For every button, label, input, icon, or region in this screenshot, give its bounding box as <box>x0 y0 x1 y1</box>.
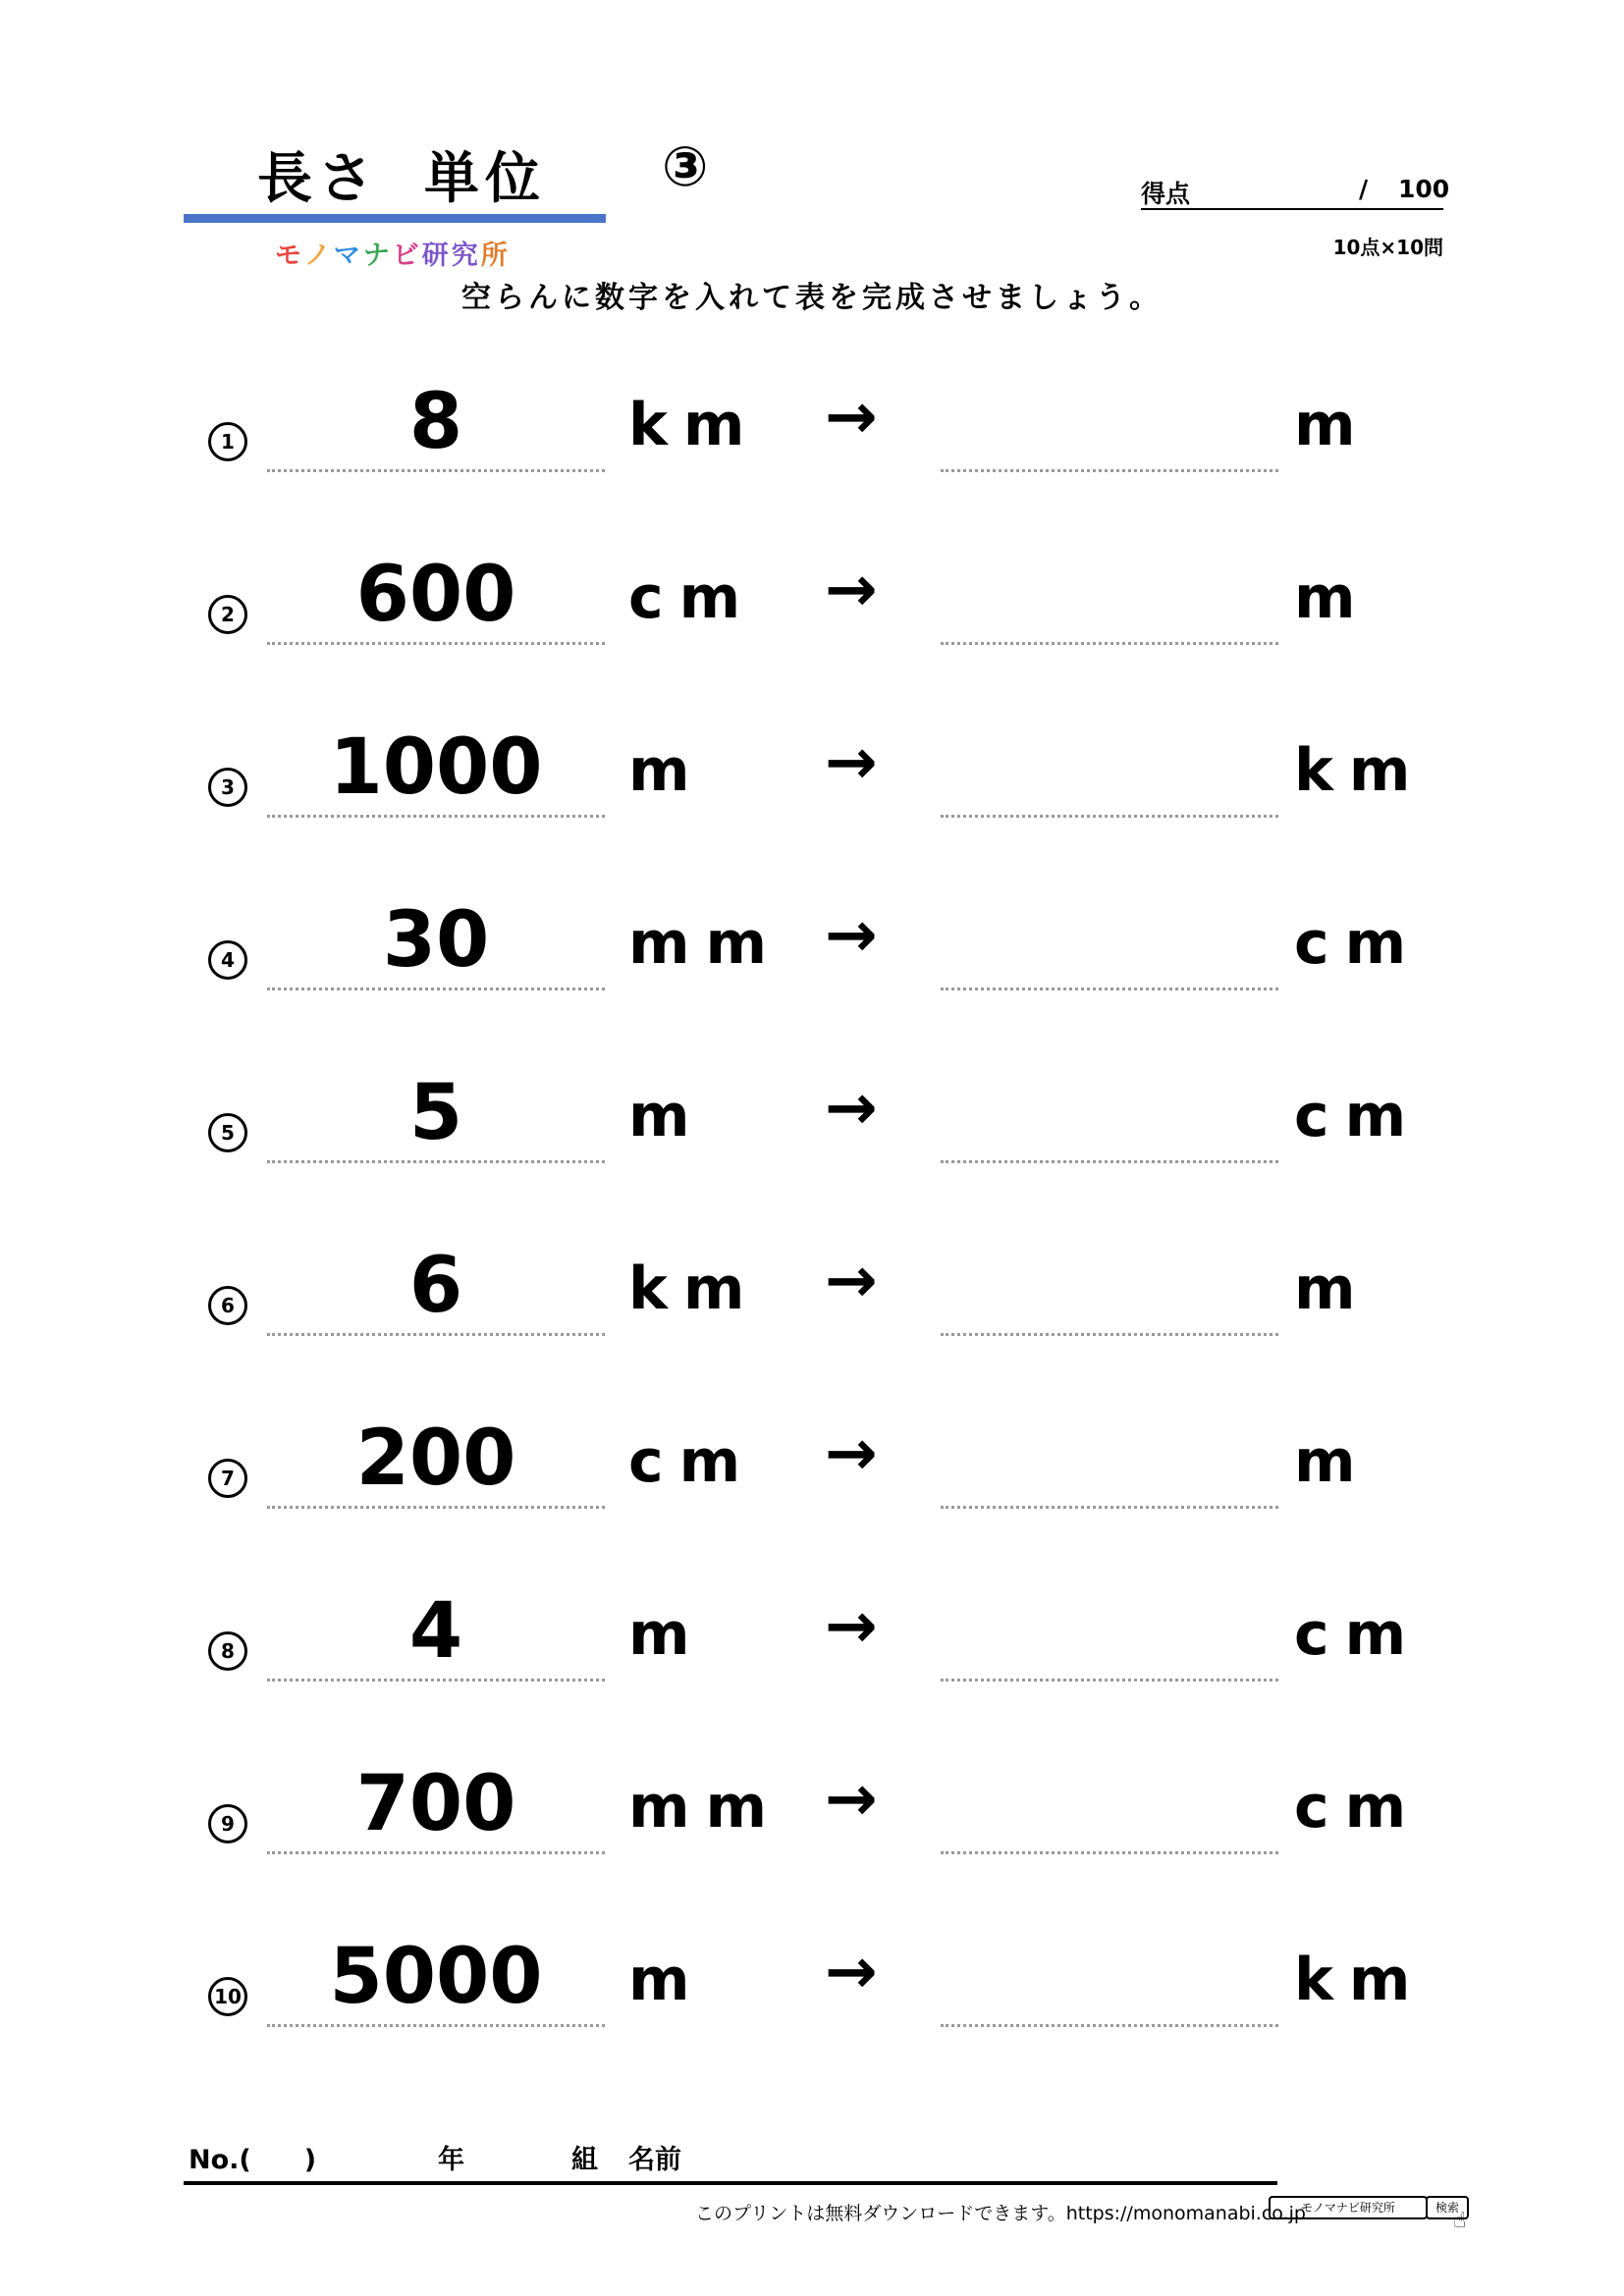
question-number: 9 <box>208 1804 247 1843</box>
from-unit: mm <box>628 1773 784 1842</box>
class-label: 組 <box>571 2145 598 2175</box>
given-underline <box>267 469 605 472</box>
brand-char: ノ <box>303 240 334 271</box>
question-row <box>0 1064 1624 1237</box>
arrow-icon: → <box>825 1936 878 2008</box>
question-row <box>0 719 1624 891</box>
from-unit: mm <box>628 909 784 978</box>
from-unit: m <box>628 736 706 805</box>
from-unit: m <box>628 1600 706 1669</box>
question-row <box>0 1928 1624 2101</box>
question-row <box>0 1237 1624 1410</box>
score-slash: / <box>1359 175 1369 203</box>
title-sub: 単位 <box>424 147 546 211</box>
given-value: 8 <box>408 378 463 466</box>
to-unit: km <box>1294 736 1427 805</box>
brand-logo <box>275 234 511 272</box>
answer-field[interactable] <box>941 815 1278 818</box>
brand-char: モ <box>275 240 304 271</box>
brand-char: 所 <box>480 240 511 271</box>
worksheet-number: ③ <box>662 135 709 199</box>
score-max: 100 <box>1398 175 1450 203</box>
answer-field[interactable] <box>941 469 1278 472</box>
arrow-icon: → <box>825 1072 878 1145</box>
name-field[interactable] <box>184 2181 1277 2185</box>
given-underline <box>267 1506 605 1509</box>
given-value: 6 <box>408 1242 463 1330</box>
given-value: 30 <box>382 896 490 985</box>
search-box: モノマナビ研究所 <box>1269 2196 1428 2219</box>
download-note: このプリントは無料ダウンロードできます。https://monomanabi.co.jp <box>695 2203 1306 2224</box>
to-unit: m <box>1294 391 1372 459</box>
arrow-icon: → <box>825 726 878 799</box>
given-value: 4 <box>408 1587 463 1676</box>
from-unit: cm <box>628 1427 757 1496</box>
brand-char: 研究 <box>421 240 481 271</box>
answer-field[interactable] <box>941 1679 1278 1682</box>
answer-field[interactable] <box>941 2024 1278 2027</box>
to-unit: cm <box>1294 1082 1423 1150</box>
title-main: 長さ <box>257 147 379 211</box>
answer-field[interactable] <box>941 1160 1278 1163</box>
question-number: 5 <box>208 1113 247 1152</box>
question-row <box>0 1755 1624 1928</box>
title-underline <box>184 214 606 223</box>
arrow-icon: → <box>825 1763 878 1836</box>
answer-field[interactable] <box>941 988 1278 990</box>
from-unit: km <box>628 391 761 459</box>
brand-char: ナ <box>362 240 393 271</box>
student-number-label: No.( ) <box>189 2145 317 2175</box>
question-number: 2 <box>208 595 247 634</box>
given-underline <box>267 1851 605 1854</box>
year-label: 年 <box>438 2145 464 2175</box>
given-value: 1000 <box>329 723 543 812</box>
given-underline <box>267 1160 605 1163</box>
from-unit: cm <box>628 563 757 632</box>
answer-field[interactable] <box>941 1333 1278 1336</box>
points-note: 10点×10問 <box>1332 236 1443 259</box>
search-button: 検索 <box>1426 2196 1469 2219</box>
to-unit: m <box>1294 1255 1372 1323</box>
given-value: 200 <box>355 1415 516 1503</box>
question-row <box>0 1410 1624 1582</box>
hand-pointer-icon: ☝ <box>1453 2209 1467 2233</box>
arrow-icon: → <box>825 1417 878 1490</box>
name-label: 名前 <box>628 2145 681 2175</box>
given-underline <box>267 642 605 645</box>
given-underline <box>267 988 605 990</box>
given-underline <box>267 1333 605 1336</box>
question-number: 10 <box>208 1977 247 2016</box>
to-unit: cm <box>1294 1600 1423 1669</box>
to-unit: km <box>1294 1946 1427 2014</box>
question-number: 7 <box>208 1459 247 1498</box>
question-row <box>0 546 1624 719</box>
arrow-icon: → <box>825 1590 878 1663</box>
to-unit: cm <box>1294 909 1423 978</box>
question-number: 1 <box>208 422 247 461</box>
arrow-icon: → <box>825 899 878 972</box>
arrow-icon: → <box>825 554 878 626</box>
given-value: 5000 <box>329 1933 543 2021</box>
question-number: 6 <box>208 1286 247 1325</box>
score-label: 得点 <box>1141 180 1191 208</box>
from-unit: m <box>628 1082 706 1150</box>
question-row <box>0 1582 1624 1755</box>
brand-char: マ <box>333 240 363 271</box>
from-unit: m <box>628 1946 706 2014</box>
given-underline <box>267 815 605 818</box>
score-field[interactable] <box>1141 175 1450 210</box>
from-unit: km <box>628 1255 761 1323</box>
question-row <box>0 891 1624 1064</box>
answer-field[interactable] <box>941 1506 1278 1509</box>
answer-field[interactable] <box>941 1851 1278 1854</box>
to-unit: cm <box>1294 1773 1423 1842</box>
given-underline <box>267 2024 605 2027</box>
worksheet-title <box>257 135 546 214</box>
answer-field[interactable] <box>941 642 1278 645</box>
question-row <box>0 373 1624 546</box>
arrow-icon: → <box>825 1245 878 1317</box>
arrow-icon: → <box>825 381 878 454</box>
to-unit: m <box>1294 563 1372 632</box>
question-number: 4 <box>208 940 247 980</box>
given-value: 600 <box>355 551 516 639</box>
question-number: 3 <box>208 768 247 807</box>
question-number: 8 <box>208 1631 247 1671</box>
given-value: 700 <box>355 1760 516 1848</box>
brand-char: ビ <box>392 240 422 271</box>
given-value: 5 <box>408 1069 463 1157</box>
to-unit: m <box>1294 1427 1372 1496</box>
instruction: 空らんに数字を入れて表を完成させましょう。 <box>461 281 1163 315</box>
given-underline <box>267 1679 605 1682</box>
